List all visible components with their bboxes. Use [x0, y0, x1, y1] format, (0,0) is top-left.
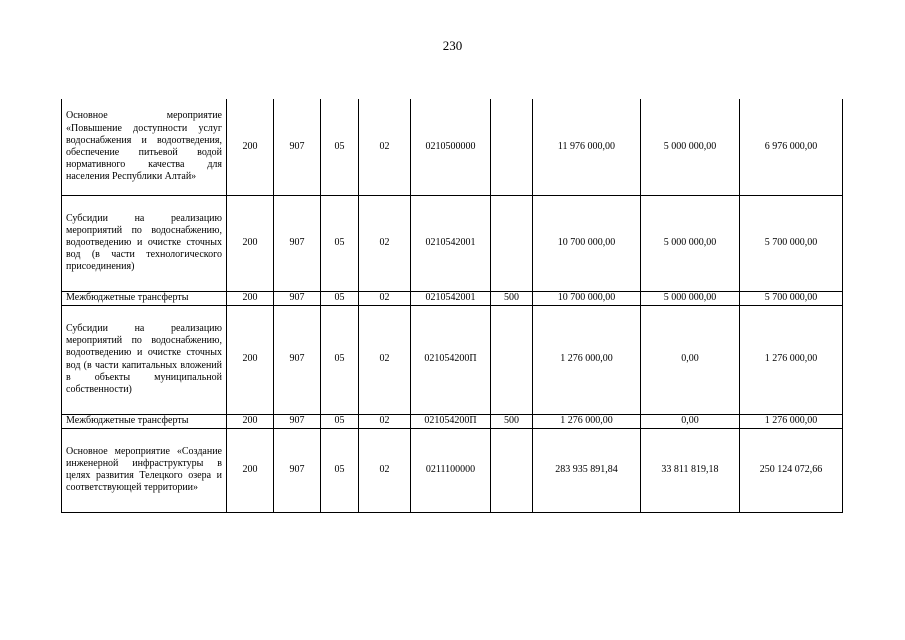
cell-section: 05 [321, 99, 359, 195]
row-name: Субсидии на реализацию мероприятий по водоснабжению, водоотведению и очистке сточных вод (в части капитальных вложений в объекты муниципальной собственности) [62, 305, 227, 414]
cell-code-1: 200 [227, 291, 274, 305]
cell-amount-3: 5 700 000,00 [740, 291, 843, 305]
cell-amount-total: 1 276 000,00 [533, 414, 641, 428]
cell-amount-3: 250 124 072,66 [740, 428, 843, 512]
cell-code-1: 200 [227, 428, 274, 512]
cell-target-code: 0210542001 [411, 291, 491, 305]
table-row [62, 414, 843, 428]
cell-target-code: 021054200П [411, 305, 491, 414]
cell-target-code: 0210500000 [411, 99, 491, 195]
cell-code-1: 200 [227, 305, 274, 414]
table-row [62, 291, 843, 305]
cell-code-1: 200 [227, 195, 274, 291]
cell-expense-type [491, 195, 533, 291]
cell-amount-2: 5 000 000,00 [641, 291, 740, 305]
budget-table [61, 99, 843, 513]
cell-code-1: 200 [227, 99, 274, 195]
cell-expense-type [491, 305, 533, 414]
cell-expense-type [491, 99, 533, 195]
cell-code-2: 907 [274, 99, 321, 195]
cell-subsection: 02 [359, 305, 411, 414]
cell-section: 05 [321, 291, 359, 305]
cell-code-2: 907 [274, 428, 321, 512]
row-name: Основное мероприятие «Повышение доступности услуг водоснабжения и водоотведения, обеспечение питьевой водой нормативного качества для населения Республики Алтай» [62, 99, 227, 195]
cell-amount-total: 10 700 000,00 [533, 195, 641, 291]
row-name: Основное мероприятие «Создание инженерной инфраструктуры в целях развития Телецкого озера и соответствующей территории» [62, 428, 227, 512]
cell-expense-type: 500 [491, 414, 533, 428]
cell-amount-3: 1 276 000,00 [740, 414, 843, 428]
cell-amount-3: 6 976 000,00 [740, 99, 843, 195]
cell-code-2: 907 [274, 291, 321, 305]
page-number: 230 [442, 38, 463, 53]
cell-amount-total: 283 935 891,84 [533, 428, 641, 512]
cell-amount-3: 5 700 000,00 [740, 195, 843, 291]
cell-section: 05 [321, 414, 359, 428]
cell-section: 05 [321, 305, 359, 414]
cell-amount-2: 5 000 000,00 [641, 195, 740, 291]
cell-target-code: 0211100000 [411, 428, 491, 512]
cell-subsection: 02 [359, 291, 411, 305]
cell-subsection: 02 [359, 195, 411, 291]
cell-code-1: 200 [227, 414, 274, 428]
cell-section: 05 [321, 195, 359, 291]
cell-subsection: 02 [359, 99, 411, 195]
cell-code-2: 907 [274, 195, 321, 291]
row-name: Межбюджетные трансферты [62, 414, 227, 428]
row-name: Межбюджетные трансферты [62, 291, 227, 305]
row-name: Субсидии на реализацию мероприятий по водоснабжению, водоотведению и очистке сточных вод (в части технологического присоединения) [62, 195, 227, 291]
table-row [62, 99, 843, 195]
cell-amount-total: 10 700 000,00 [533, 291, 641, 305]
cell-subsection: 02 [359, 414, 411, 428]
table-row [62, 195, 843, 291]
cell-amount-2: 33 811 819,18 [641, 428, 740, 512]
cell-target-code: 021054200П [411, 414, 491, 428]
cell-amount-total: 1 276 000,00 [533, 305, 641, 414]
cell-subsection: 02 [359, 428, 411, 512]
table-row [62, 428, 843, 512]
cell-target-code: 0210542001 [411, 195, 491, 291]
cell-expense-type: 500 [491, 291, 533, 305]
table-row [62, 305, 843, 414]
cell-amount-total: 11 976 000,00 [533, 99, 641, 195]
cell-section: 05 [321, 428, 359, 512]
cell-amount-2: 0,00 [641, 305, 740, 414]
cell-amount-3: 1 276 000,00 [740, 305, 843, 414]
cell-code-2: 907 [274, 414, 321, 428]
cell-expense-type [491, 428, 533, 512]
cell-code-2: 907 [274, 305, 321, 414]
cell-amount-2: 5 000 000,00 [641, 99, 740, 195]
cell-amount-2: 0,00 [641, 414, 740, 428]
